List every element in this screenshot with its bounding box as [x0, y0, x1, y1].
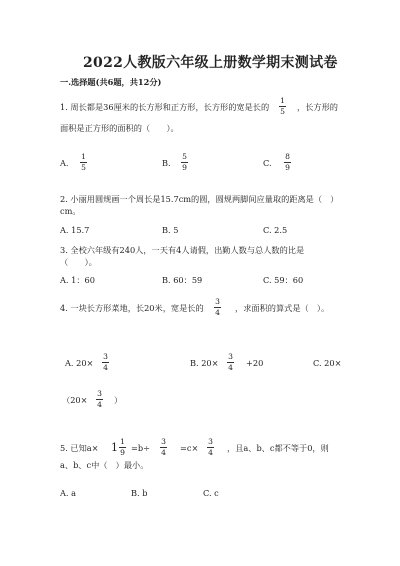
- q5-mixed-number: 1 1 9: [111, 437, 125, 457]
- q1-option-c-label: C.: [263, 158, 272, 168]
- q5-line1-tail: ，且a、b、c都不等于0，则: [227, 443, 329, 453]
- q5-middle-1: =b÷: [131, 443, 150, 453]
- q1-option-b-fraction: 5 9: [182, 152, 187, 172]
- q4-option-a-fraction: 3 4: [103, 352, 108, 372]
- q1-line1-tail: ，长方形的: [297, 102, 338, 112]
- q4-option-c-fraction: 3 4: [97, 389, 102, 409]
- q1-option-a-fraction: 1 5: [81, 152, 86, 172]
- q5-option-b: B. b: [131, 488, 148, 498]
- q1-line2-text: 面积是正方形的面积的（ ）。: [60, 123, 179, 133]
- q4-line1-text: 4. 一块长方形菜地，长20米，宽是长的: [60, 303, 204, 313]
- q5-option-c: C. c: [203, 488, 219, 498]
- q5-fraction-1: 3 4: [161, 437, 166, 457]
- q4-option-b-tail: +20: [246, 358, 264, 368]
- q4-option-c-continued-open: （20×: [62, 395, 88, 405]
- q5-fraction-2: 3 4: [208, 437, 213, 457]
- q5-line2-text: a、b、c中（ ）最小。: [60, 460, 149, 470]
- q1-line1-text: 1. 周长都是36厘米的长方形和正方形，长方形的宽是长的: [60, 102, 270, 112]
- q5-line1-start: 5. 已知a×: [60, 443, 99, 453]
- q3-option-a: A. 1：60: [60, 275, 95, 285]
- page-title: 2022人教版六年级上册数学期末测试卷: [83, 55, 338, 71]
- q4-option-a-label: A. 20×: [65, 358, 94, 368]
- q4-line1-tail: ，求面积的算式是（ ）。: [235, 303, 330, 313]
- q1-option-b-label: B.: [162, 158, 171, 168]
- q3-option-c: C. 59：60: [263, 275, 304, 285]
- section-heading: 一.选择题(共6题，共12分): [60, 77, 162, 87]
- q4-option-b-label: B. 20×: [190, 358, 219, 368]
- q4-option-c-label: C. 20×: [313, 358, 342, 368]
- q1-option-a-label: A.: [60, 158, 69, 168]
- q2-option-c: C. 2.5: [263, 225, 288, 235]
- q5-option-a: A. a: [60, 488, 76, 498]
- q1-fraction: 1 5: [280, 96, 285, 116]
- q2-line1-text: 2. 小丽用圆规画一个周长是15.7cm的圆，圆规两脚间应量取的距离是（ ）: [60, 194, 339, 204]
- q5-middle-2: =c×: [180, 443, 199, 453]
- q3-line1-text: 3. 全校六年级有240人，一天有4人请假，出勤人数与总人数的比是: [60, 245, 305, 255]
- q4-option-b-fraction: 3 4: [228, 352, 233, 372]
- q1-option-c-fraction: 8 9: [285, 152, 290, 172]
- q4-option-c-continued-close: ）: [114, 395, 123, 405]
- q2-option-b: B. 5: [162, 225, 179, 235]
- q2-line2-text: cm。: [60, 206, 81, 216]
- q3-line2-text: （ ）。: [60, 257, 97, 267]
- q3-option-b: B. 60：59: [162, 275, 203, 285]
- q2-option-a: A. 15.7: [60, 225, 90, 235]
- q4-fraction: 3 4: [215, 297, 220, 317]
